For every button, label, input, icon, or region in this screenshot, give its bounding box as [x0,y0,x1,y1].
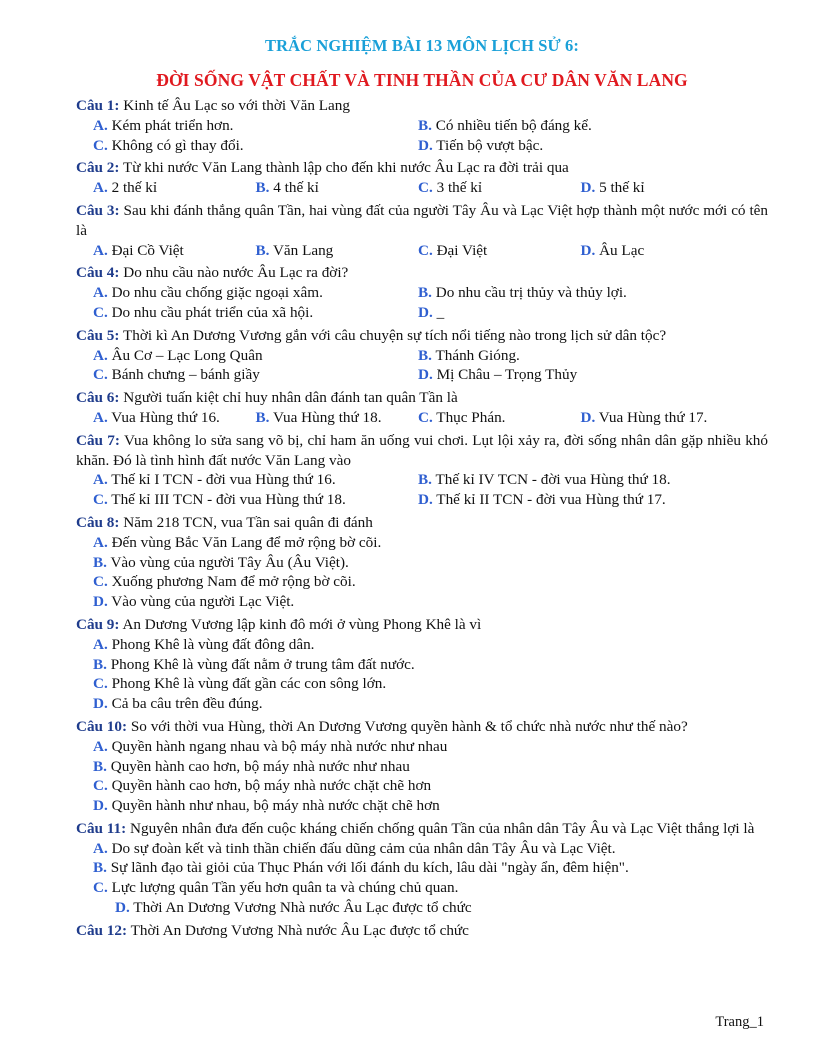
option-text: Kém phát triển hơn. [111,116,234,134]
option-c [418,241,581,261]
options [93,737,768,816]
option-letter: B. [418,116,432,134]
question-5 [76,326,768,385]
question-text: Vua không lo sửa sang võ bị, chỉ ham ăn uống vui chơi. Lụt lội xảy ra, đời sống nhân dân gặp nhiều khó khăn. Đó là tình hình đất nước Văn Lang vào [76,431,768,469]
option-c [93,674,768,694]
question-text: Thời kì An Dương Vương gắn với câu chuyện sự tích nổi tiếng nào trong lịch sử dân tộc? [123,326,667,344]
option-d [115,898,768,918]
question-1 [76,96,768,155]
question-label: Câu 1: [76,97,120,114]
question-text: So với thời vua Hùng, thời An Dương Vương quyền hành & tổ chức nhà nước như thế nào? [130,717,688,735]
option-letter: D. [580,179,596,197]
option-text: Quyền hành cao hơn, bộ máy nhà nước chặt chẽ hơn [111,777,432,795]
option-letter: A. [93,116,108,134]
option-b [418,470,743,490]
option-letter: A. [93,635,108,653]
option-b [256,178,419,198]
question-2 [76,158,768,198]
question-text: Sau khi đánh thắng quân Tần, hai vùng đất của người Tây Âu và Lạc Việt hợp thành một nước mới có tên là [76,201,768,239]
option-text: Mị Châu – Trọng Thủy [436,366,578,384]
option-letter: C. [93,777,108,795]
question-3 [76,201,768,260]
option-text: Bánh chưng – bánh giầy [111,366,260,384]
option-a [93,470,418,490]
question-label: Câu 2: [76,159,120,177]
option-c [93,490,418,510]
option-text: Đại Cồ Việt [111,241,184,259]
option-d [581,408,744,428]
option-c [93,572,768,592]
question-label: Câu 9: [76,615,120,633]
option-letter: C. [93,366,108,384]
option-text: Xuống phương Nam để mở rộng bờ cõi. [111,573,356,591]
option-a [93,346,418,366]
option-letter: C. [93,303,108,321]
option-d [581,241,744,261]
option-letter: C. [418,179,433,197]
option-letter: B. [93,757,107,775]
question-text: Do nhu cầu nào nước Âu Lạc ra đời? [123,264,349,282]
question-label: Câu 6: [76,389,120,407]
option-letter: B. [255,408,270,426]
question-9 [76,615,768,714]
option-d [93,592,768,612]
options [93,839,768,918]
option-text: Thế kỉ III TCN - đời vua Hùng thứ 18. [111,491,346,509]
option-letter: D. [418,303,433,321]
option-d [418,136,743,156]
option-text: Thánh Gióng. [435,346,520,364]
option-text: 5 thế kỉ [599,179,645,197]
option-text: Không có gì thay đổi. [111,136,244,154]
option-letter: C. [93,879,108,897]
option-text: Lực lượng quân Tần yếu hơn quân ta và chúng chủ quan. [111,879,459,897]
options [93,178,768,198]
option-a [93,283,418,303]
option-b [93,655,768,675]
option-text: 4 thế kỉ [273,179,319,197]
option-text: Tiến bộ vượt bậc. [436,136,544,154]
question-label: Câu 12: [76,921,128,939]
option-letter: B. [93,655,107,673]
option-text: Vua Hùng thứ 17. [598,408,708,426]
option-letter: C. [93,136,108,154]
option-letter: A. [93,839,108,857]
option-letter: B. [255,179,270,197]
option-text: Đến vùng Bắc Văn Lang để mở rộng bờ cõi. [111,533,382,551]
question-label: Câu 7: [76,431,120,449]
option-b [418,116,743,136]
option-text: Quyền hành cao hơn, bộ máy nhà nước như nhau [110,757,410,775]
question-text: Từ khi nước Văn Lang thành lập cho đến khi nước Âu Lạc ra đời trải qua [123,159,569,177]
options [93,241,768,261]
option-letter: D. [418,136,433,154]
option-d [93,796,768,816]
option-letter: C. [93,573,108,591]
option-text: Vào vùng của người Tây Âu (Âu Việt). [110,553,349,571]
options [93,408,768,428]
option-text: Thế kỉ IV TCN - đời vua Hùng thứ 18. [435,471,671,489]
option-b [256,241,419,261]
option-c [93,303,418,323]
question-12 [76,921,768,941]
question-8 [76,513,768,612]
option-letter: B. [418,471,432,489]
option-text: Thế kỉ I TCN - đời vua Hùng thứ 16. [111,471,336,489]
option-d [418,303,743,323]
option-text: Sự lãnh đạo tài giỏi của Thục Phán với lối đánh du kích, lâu dài "ngày ẩn, đêm hiện". [110,859,629,877]
option-text: Phong Khê là vùng đất đông dân. [111,635,315,653]
option-text: Phong Khê là vùng đất gần các con sông lớn. [111,675,387,693]
option-a [93,533,768,553]
option-letter: D. [580,241,596,259]
option-text: Do sự đoàn kết và tinh thần chiến đấu dũng cảm của nhân dân Tây Âu và Lạc Việt. [111,839,616,857]
option-b [418,346,743,366]
option-b [93,553,768,573]
option-letter: B. [418,346,432,364]
option-letter: A. [93,284,108,302]
option-letter: A. [93,737,108,755]
options [93,116,768,156]
option-text: 2 thế kỉ [111,179,158,197]
question-label: Câu 10: [76,717,128,735]
option-text: Âu Lạc [599,241,645,259]
option-letter: D. [93,797,108,815]
question-text: Thời An Dương Vương Nhà nước Âu Lạc được tổ chức [130,921,469,939]
option-text: Quyền hành như nhau, bộ máy nhà nước chặt chẽ hơn [111,797,440,815]
option-text: Quyền hành ngang nhau và bộ máy nhà nước như nhau [111,737,448,755]
options [93,283,768,323]
option-a [93,839,768,859]
option-b [93,858,768,878]
question-text: Nguyên nhân đưa đến cuộc kháng chiến chống quân Tần của nhân dân Tây Âu và Lạc Việt thắng lợi là [130,819,755,837]
option-text: Phong Khê là vùng đất nằm ở trung tâm đất nước. [110,655,415,673]
option-text: Vua Hùng thứ 18. [272,408,382,426]
option-b [93,757,768,777]
option-text: Vua Hùng thứ 16. [111,408,220,426]
option-text: Thục Phán. [436,408,506,426]
question-label: Câu 5: [76,326,120,344]
option-d [418,365,743,385]
question-text: An Dương Vương lập kinh đô mới ở vùng Phong Khê là vì [122,615,482,633]
question-label: Câu 8: [76,513,120,531]
option-text: Văn Lang [272,241,334,259]
option-text: Âu Cơ – Lạc Long Quân [111,346,263,364]
option-letter: D. [93,593,108,611]
option-letter: A. [93,179,108,197]
question-text: Người tuấn kiệt chỉ huy nhân dân đánh tan quân Tần là [123,389,458,407]
option-a [93,116,418,136]
option-d [581,178,744,198]
option-a [93,241,256,261]
option-text: Do nhu cầu phát triển của xã hội. [111,303,314,321]
options [93,346,768,386]
question-list [76,96,768,941]
option-text: Đại Việt [436,241,488,259]
option-letter: B. [418,284,432,302]
option-a [93,178,256,198]
question-7 [76,431,768,510]
question-label: Câu 4: [76,264,120,282]
option-text: Thời An Dương Vương Nhà nước Âu Lạc được tổ chức [133,899,472,917]
option-text: Do nhu cầu chống giặc ngoại xâm. [111,284,323,302]
option-c [93,878,768,898]
option-b [256,408,419,428]
option-d [93,694,768,714]
option-text: Do nhu cầu trị thủy và thủy lợi. [435,284,627,302]
option-letter: C. [93,491,108,509]
option-letter: D. [418,366,433,384]
option-a [93,408,256,428]
option-letter: A. [93,471,108,489]
option-text: Vào vùng của người Lạc Việt. [111,593,295,611]
page-number: Trang_1 [715,1014,764,1030]
option-letter: D. [418,491,433,509]
question-text: Năm 218 TCN, vua Tần sai quân đi đánh [123,513,373,531]
option-a [93,635,768,655]
option-b [418,283,743,303]
option-text: _ [436,303,445,321]
options [93,533,768,612]
option-letter: C. [418,241,433,259]
options [93,470,768,510]
option-letter: A. [93,346,108,364]
option-letter: B. [93,859,107,877]
option-c [93,136,418,156]
question-11 [76,819,768,918]
question-10 [76,717,768,816]
option-letter: B. [93,553,107,571]
option-letter: C. [418,408,433,426]
option-letter: A. [93,241,108,259]
question-6 [76,388,768,428]
option-letter: A. [93,408,108,426]
document-title: TRẮC NGHIỆM BÀI 13 MÔN LỊCH SỬ 6: [265,36,579,55]
option-letter: D. [580,408,596,426]
option-letter: A. [93,533,108,551]
option-text: Có nhiều tiến bộ đáng kể. [435,116,592,134]
question-label: Câu 11: [76,819,127,837]
option-text: Thế kỉ II TCN - đời vua Hùng thứ 17. [436,491,666,509]
document-subtitle: ĐỜI SỐNG VẬT CHẤT VÀ TINH THẦN CỦA CƯ DÂN VĂN LANG [156,70,688,90]
question-text: Kinh tế Âu Lạc so với thời Văn Lang [123,97,350,114]
option-d [418,490,743,510]
option-c [93,365,418,385]
option-text: 3 thế kỉ [436,179,483,197]
option-letter: B. [255,241,270,259]
option-letter: D. [115,899,130,917]
question-label: Câu 3: [76,201,120,219]
option-c [93,776,768,796]
option-letter: D. [93,695,108,713]
option-text: Cả ba câu trên đều đúng. [111,695,263,713]
option-c [418,178,581,198]
options [93,635,768,714]
option-letter: C. [93,675,108,693]
option-c [418,408,581,428]
question-4 [76,263,768,322]
option-a [93,737,768,757]
